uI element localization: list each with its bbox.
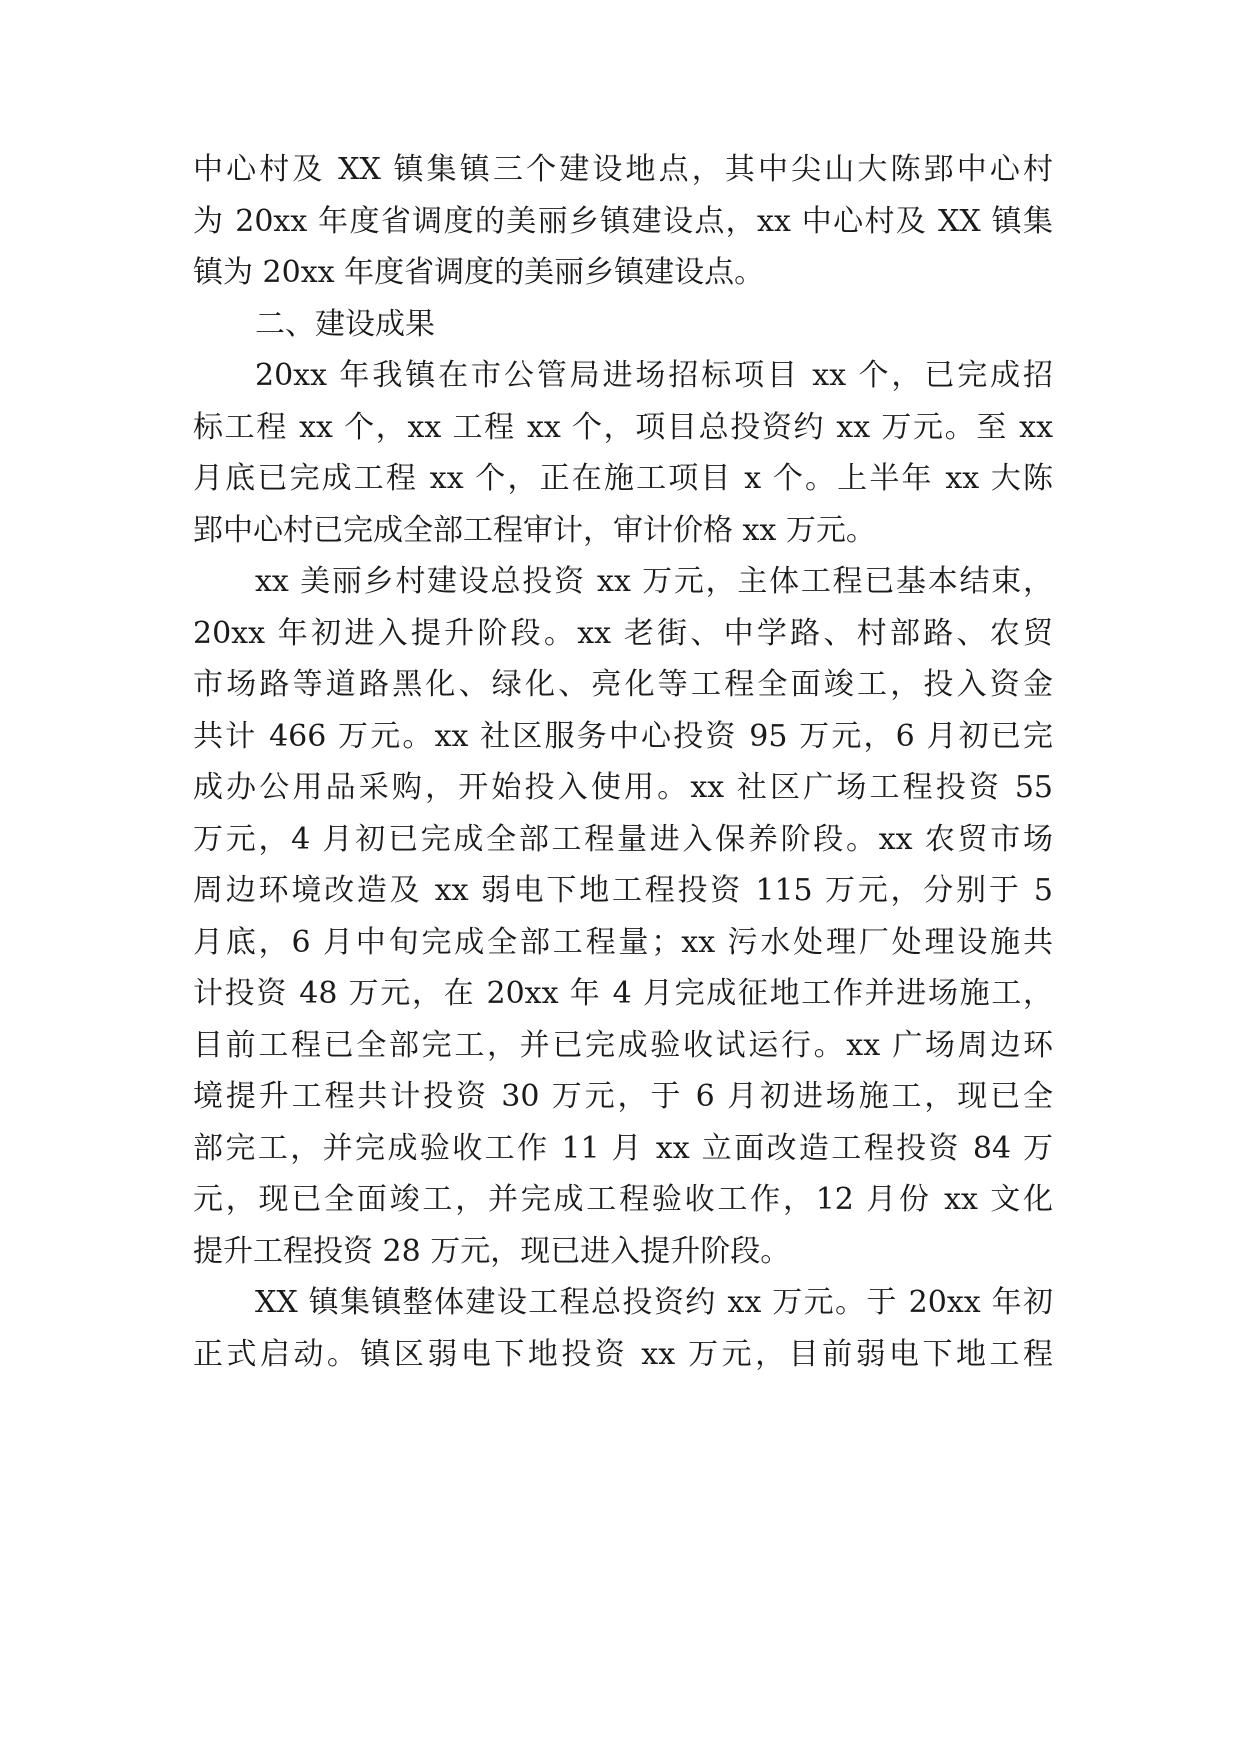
text-line: 20xx 年我镇在市公管局进场招标项目 xx 个，已完成招 <box>255 358 1053 393</box>
text-line: 周边环境改造及 xx 弱电下地工程投资 115 万元，分别于 5 <box>193 873 1053 908</box>
text-line: 为 20xx 年度省调度的美丽乡镇建设点，xx 中心村及 XX 镇集 <box>193 204 1053 239</box>
text-line: 部完工，并完成验收工作 11 月 xx 立面改造工程投资 84 万 <box>193 1131 1053 1166</box>
text-line: 正式启动。镇区弱电下地投资 xx 万元，目前弱电下地工程 <box>193 1337 1053 1372</box>
text-line: xx 美丽乡村建设总投资 xx 万元，主体工程已基本结束， <box>255 564 1053 599</box>
text-line: 中心村及 XX 镇集镇三个建设地点，其中尖山大陈郢中心村 <box>193 152 1053 187</box>
text-line: 共计 466 万元。xx 社区服务中心投资 95 万元，6 月初已完 <box>193 719 1053 754</box>
text-line: 目前工程已全部完工，并已完成验收试运行。xx 广场周边环 <box>193 1028 1053 1063</box>
text-line: 月底已完成工程 xx 个，正在施工项目 x 个。上半年 xx 大陈 <box>193 461 1053 496</box>
text-line: 月底，6 月中旬完成全部工程量；xx 污水处理厂处理设施共 <box>193 925 1053 960</box>
text-line: 境提升工程共计投资 30 万元，于 6 月初进场施工，现已全 <box>193 1079 1053 1114</box>
text-line: 20xx 年初进入提升阶段。xx 老街、中学路、村部路、农贸 <box>193 616 1053 651</box>
text-line: 郢中心村已完成全部工程审计，审计价格 xx 万元。 <box>193 513 876 548</box>
text-line: 标工程 xx 个，xx 工程 xx 个，项目总投资约 xx 万元。至 xx <box>193 410 1053 445</box>
text-line: 市场路等道路黑化、绿化、亮化等工程全面竣工，投入资金 <box>193 667 1053 702</box>
text-line: 计投资 48 万元，在 20xx 年 4 月完成征地工作并进场施工， <box>193 976 1053 1011</box>
text-line: 元，现已全面竣工，并完成工程验收工作，12 月份 xx 文化 <box>193 1182 1053 1217</box>
text-line: 镇为 20xx 年度省调度的美丽乡镇建设点。 <box>193 255 765 290</box>
text-line: 提升工程投资 28 万元，现已进入提升阶段。 <box>193 1234 791 1269</box>
text-line: XX 镇集镇整体建设工程总投资约 xx 万元。于 20xx 年初 <box>255 1285 1053 1320</box>
section-heading: 二、建设成果 <box>255 307 435 342</box>
text-line: 万元，4 月初已完成全部工程量进入保养阶段。xx 农贸市场 <box>193 822 1053 857</box>
text-line: 成办公用品采购，开始投入使用。xx 社区广场工程投资 55 <box>193 770 1053 805</box>
